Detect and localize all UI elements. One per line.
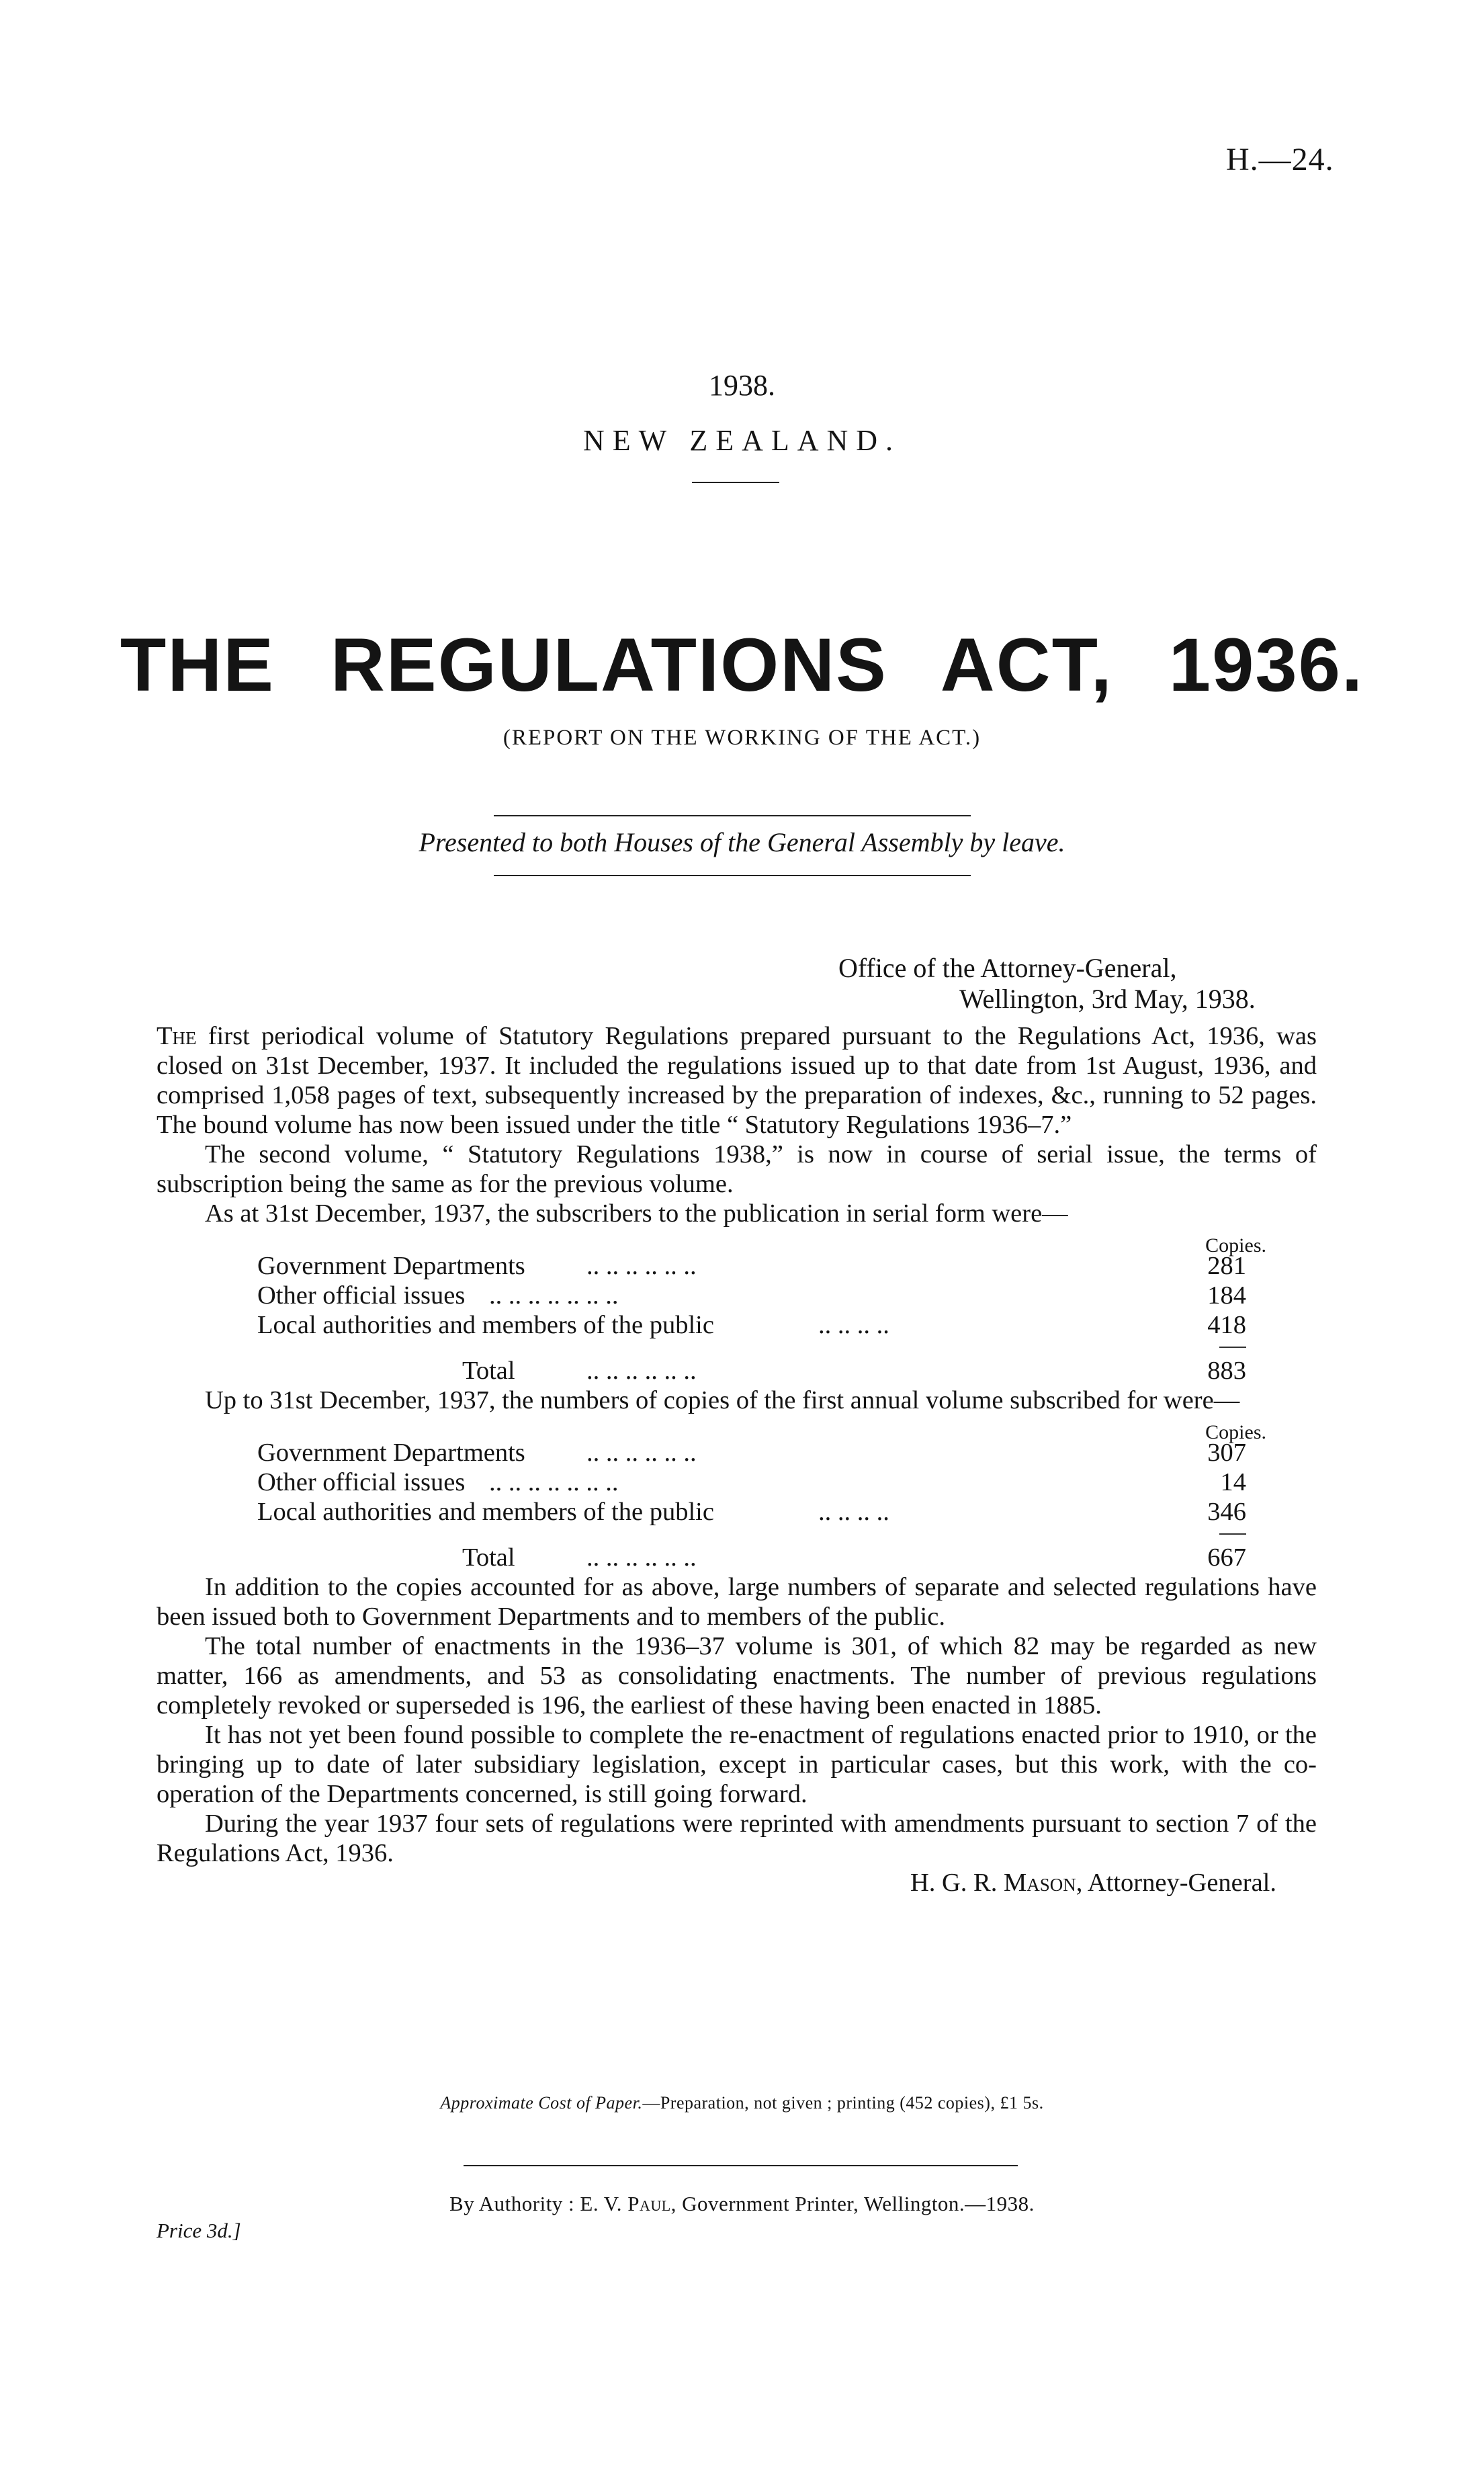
table-total-row bbox=[157, 1356, 1317, 1386]
sum-rule-row bbox=[157, 1340, 1317, 1356]
sum-rule bbox=[1219, 1347, 1246, 1348]
paragraph-5: In addition to the copies accounted for as above, large numbers of separate and selected regulations have been issued both to Government Departments and to members of the public. bbox=[157, 1573, 1317, 1631]
leader-dots: .. .. .. .. .. .. bbox=[586, 1439, 697, 1467]
cost-note bbox=[0, 2093, 1484, 2113]
row-value: 307 bbox=[1207, 1439, 1246, 1467]
signature-title: , Attorney-General. bbox=[1076, 1869, 1276, 1897]
paragraph-3: As at 31st December, 1937, the subscribers to the publication in serial form were— bbox=[205, 1199, 1068, 1228]
office-address bbox=[838, 953, 1256, 1015]
sum-rule-row bbox=[157, 1527, 1317, 1543]
table-row bbox=[157, 1251, 1317, 1281]
paragraph-6: The total number of enactments in the 1936–37 volume is 301, of which 82 may be regarded as new matter, 166 as amendments, and 53 as consolidating enactments. The number of previous regulations completely revoked or superseded is 196, the earliest of these having been enacted in 1885. bbox=[157, 1632, 1317, 1719]
row-label: Other official issues bbox=[257, 1281, 466, 1310]
row-label: Local authorities and members of the public bbox=[257, 1498, 714, 1526]
paragraph-7: It has not yet been found possible to complete the re-enactment of regulations enacted prior to 1910, or the bringing up to date of later subsidiary legislation, except in particular cases, but this work, with the co-operation of the Departments concerned, is still going forward. bbox=[157, 1721, 1317, 1808]
table-row bbox=[157, 1310, 1317, 1340]
row-label: Other official issues bbox=[257, 1468, 466, 1496]
paragraph-1 bbox=[157, 1021, 1317, 1140]
imprint-suffix: , Government Printer, Wellington.—1938. bbox=[670, 2192, 1035, 2215]
table-total-row bbox=[157, 1543, 1317, 1572]
divider bbox=[692, 482, 779, 483]
paragraph-4: Up to 31st December, 1937, the numbers of copies of the first annual volume subscribed for were— bbox=[205, 1386, 1240, 1414]
row-label: Local authorities and members of the public bbox=[257, 1311, 714, 1339]
leader-dots: .. .. .. .. bbox=[818, 1498, 889, 1526]
report-title: THE REGULATIONS ACT, 1936. bbox=[120, 623, 1364, 707]
leader-dots: .. .. .. .. bbox=[818, 1311, 889, 1339]
table-row bbox=[157, 1497, 1317, 1527]
printer-imprint bbox=[0, 2192, 1484, 2216]
divider bbox=[494, 875, 971, 876]
publication-year: 1938. bbox=[709, 369, 775, 402]
table-row bbox=[157, 1467, 1317, 1497]
leader-dots: .. .. .. .. .. .. .. bbox=[489, 1468, 619, 1496]
office-line: Office of the Attorney-General, bbox=[838, 953, 1177, 983]
total-value: 667 bbox=[1207, 1543, 1246, 1572]
leader-dots: .. .. .. .. .. .. bbox=[586, 1543, 697, 1572]
imprint-name: Paul bbox=[627, 2192, 671, 2215]
report-body bbox=[157, 1021, 1317, 1898]
report-subtitle: (REPORT ON THE WORKING OF THE ACT.) bbox=[503, 726, 981, 750]
row-label: Government Departments bbox=[257, 1252, 525, 1280]
cost-text: —Preparation, not given ; printing (452 copies), £1 5s. bbox=[642, 2093, 1044, 2113]
row-value: 346 bbox=[1207, 1498, 1246, 1526]
leader-dots: .. .. .. .. .. .. .. bbox=[489, 1281, 619, 1310]
imprint-prefix: By Authority : E. V. bbox=[449, 2192, 628, 2215]
table-row bbox=[157, 1438, 1317, 1467]
cost-label: Approximate Cost of Paper. bbox=[440, 2093, 643, 2113]
signature-surname: Mason bbox=[1003, 1869, 1076, 1897]
row-value: 14 bbox=[1220, 1468, 1246, 1496]
row-label: Government Departments bbox=[257, 1439, 525, 1467]
leader-dots: .. .. .. .. .. .. bbox=[586, 1252, 697, 1280]
divider bbox=[464, 2165, 1018, 2166]
table-header-row bbox=[157, 1415, 1317, 1443]
sum-rule bbox=[1219, 1533, 1246, 1535]
row-value: 418 bbox=[1207, 1311, 1246, 1339]
column-header-copies: Copies. bbox=[1205, 1234, 1266, 1257]
signature-initials: H. G. R. bbox=[910, 1869, 1004, 1897]
paragraph-lead-word: The bbox=[157, 1022, 197, 1050]
document-reference: H.—24. bbox=[1226, 142, 1334, 177]
total-label: Total bbox=[462, 1543, 515, 1572]
country-heading: NEW ZEALAND. bbox=[582, 424, 902, 457]
price-note: Price 3d.] bbox=[157, 2219, 241, 2242]
total-value: 883 bbox=[1207, 1357, 1246, 1385]
row-value: 281 bbox=[1207, 1252, 1246, 1280]
paragraph-8: During the year 1937 four sets of regulations were reprinted with amendments pursuant to section 7 of the Regulations Act, 1936. bbox=[157, 1810, 1317, 1867]
leader-dots: .. .. .. .. .. .. bbox=[586, 1357, 697, 1385]
presented-note: Presented to both Houses of the General Assembly by leave. bbox=[419, 827, 1065, 857]
signature bbox=[157, 1868, 1317, 1898]
office-date-line: Wellington, 3rd May, 1938. bbox=[959, 984, 1256, 1014]
divider bbox=[494, 815, 971, 816]
total-label: Total bbox=[462, 1357, 515, 1385]
table-row bbox=[157, 1281, 1317, 1310]
paragraph-2: The second volume, “ Statutory Regulations 1938,” is now in course of serial issue, the terms of subscription being the same as for the previous volume. bbox=[157, 1140, 1317, 1198]
annual-volume-table bbox=[157, 1415, 1317, 1572]
column-header-copies: Copies. bbox=[1205, 1421, 1266, 1443]
paragraph-text: first periodical volume of Statutory Regulations prepared pursuant to the Regulations Act, 1936, was closed on 31st December, 1937. It included the regulations issued up to that date from 1st August, 1936, and comprised 1,058 pages of text, subsequently increased by the preparation of indexes, &c., running to 52 pages. The bound volume has now been issued under the title “ Statutory Regulations 1936–7.” bbox=[157, 1022, 1317, 1139]
row-value: 184 bbox=[1207, 1281, 1246, 1310]
table-header-row bbox=[157, 1228, 1317, 1257]
serial-subscribers-table bbox=[157, 1228, 1317, 1386]
